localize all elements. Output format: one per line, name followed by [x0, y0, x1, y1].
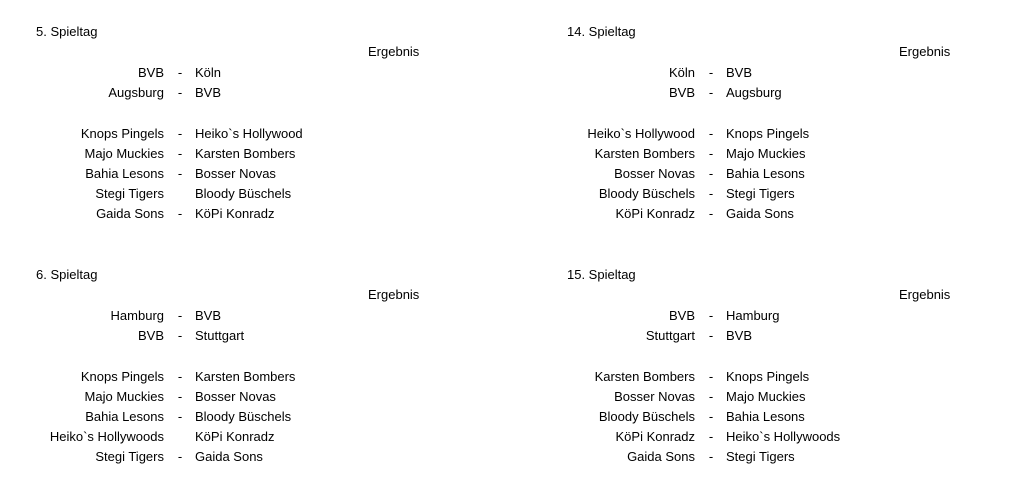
away-team: Majo Muckies [726, 146, 806, 161]
home-team: Gaida Sons [96, 206, 164, 221]
away-team: Stegi Tigers [726, 449, 795, 464]
away-team: Majo Muckies [726, 389, 806, 404]
separator: - [177, 146, 183, 161]
away-team: Karsten Bombers [195, 146, 296, 161]
separator: - [708, 166, 714, 181]
home-team: BVB [137, 328, 164, 343]
home-team: Gaida Sons [627, 449, 695, 464]
separator: - [708, 206, 714, 221]
separator: - [708, 449, 714, 464]
away-team: KöPi Konradz [195, 206, 275, 221]
home-team: Majo Muckies [84, 389, 164, 404]
separator: - [708, 389, 714, 404]
home-team: KöPi Konradz [615, 429, 695, 444]
matchday-title: 15. Spieltag [567, 267, 636, 282]
away-team: Heiko`s Hollywood [195, 126, 303, 141]
home-team: Köln [668, 65, 695, 80]
home-team: Bahia Lesons [85, 166, 164, 181]
away-team: Knops Pingels [726, 369, 810, 384]
away-team: Bahia Lesons [726, 166, 805, 181]
away-team: BVB [195, 85, 222, 100]
separator: - [708, 85, 714, 100]
separator: - [177, 389, 183, 404]
separator: - [177, 449, 183, 464]
separator: - [708, 369, 714, 384]
away-team: BVB [195, 308, 222, 323]
separator: - [708, 146, 714, 161]
result-header: Ergebnis [899, 287, 951, 302]
separator: - [177, 166, 183, 181]
away-team: Stuttgart [195, 328, 245, 343]
separator: - [177, 308, 183, 323]
away-team: Köln [195, 65, 222, 80]
matchday-title: 5. Spieltag [36, 24, 98, 39]
home-team: Stuttgart [645, 328, 695, 343]
separator: - [708, 308, 714, 323]
away-team: Heiko`s Hollywoods [726, 429, 841, 444]
away-team: Bloody Büschels [195, 186, 292, 201]
away-team: BVB [726, 328, 753, 343]
matchday-title: 14. Spieltag [567, 24, 636, 39]
away-team: Karsten Bombers [195, 369, 296, 384]
away-team: Bloody Büschels [195, 409, 292, 424]
home-team: Heiko`s Hollywoods [49, 429, 164, 444]
separator: - [177, 126, 183, 141]
separator: - [177, 206, 183, 221]
away-team: Bahia Lesons [726, 409, 805, 424]
separator: - [177, 409, 183, 424]
home-team: BVB [668, 308, 695, 323]
home-team: Bahia Lesons [85, 409, 164, 424]
result-header: Ergebnis [368, 44, 420, 59]
away-team: Bosser Novas [195, 166, 276, 181]
separator: - [177, 328, 183, 343]
home-team: Hamburg [110, 308, 164, 323]
home-team: Knops Pingels [80, 126, 164, 141]
home-team: Knops Pingels [80, 369, 164, 384]
home-team: Bloody Büschels [598, 186, 695, 201]
home-team: Bosser Novas [614, 166, 695, 181]
home-team: Majo Muckies [84, 146, 164, 161]
separator: - [177, 65, 183, 80]
separator: - [708, 65, 714, 80]
away-team: Knops Pingels [726, 126, 810, 141]
home-team: BVB [668, 85, 695, 100]
away-team: Gaida Sons [726, 206, 794, 221]
home-team: BVB [137, 65, 164, 80]
away-team: KöPi Konradz [195, 429, 275, 444]
matchday-title: 6. Spieltag [36, 267, 98, 282]
result-header: Ergebnis [899, 44, 951, 59]
home-team: Bloody Büschels [598, 409, 695, 424]
away-team: Augsburg [726, 85, 782, 100]
home-team: Karsten Bombers [594, 146, 695, 161]
separator: - [708, 186, 714, 201]
separator: - [708, 126, 714, 141]
away-team: BVB [726, 65, 753, 80]
home-team: KöPi Konradz [615, 206, 695, 221]
away-team: Stegi Tigers [726, 186, 795, 201]
away-team: Hamburg [726, 308, 780, 323]
separator: - [708, 328, 714, 343]
separator: - [708, 409, 714, 424]
away-team: Bosser Novas [195, 389, 276, 404]
home-team: Stegi Tigers [95, 449, 164, 464]
home-team: Karsten Bombers [594, 369, 695, 384]
result-header: Ergebnis [368, 287, 420, 302]
separator: - [177, 369, 183, 384]
away-team: Gaida Sons [195, 449, 263, 464]
home-team: Stegi Tigers [95, 186, 164, 201]
home-team: Augsburg [108, 85, 164, 100]
home-team: Bosser Novas [614, 389, 695, 404]
home-team: Heiko`s Hollywood [587, 126, 695, 141]
separator: - [708, 429, 714, 444]
separator: - [177, 85, 183, 100]
